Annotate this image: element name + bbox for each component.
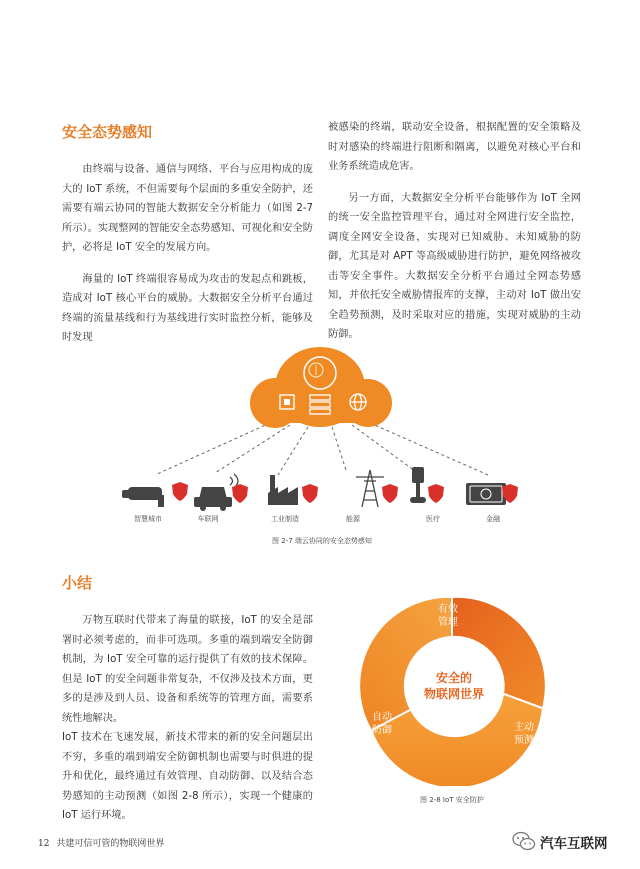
- medical-icon: [410, 467, 426, 503]
- section1-column-left: [62, 160, 313, 348]
- cloud-collaboration-diagram: [120, 335, 520, 535]
- center-line1: 安全的: [435, 671, 473, 685]
- pylon-icon: [356, 470, 384, 507]
- section1-column-right: [328, 118, 581, 345]
- cloud-icon: [250, 347, 392, 428]
- summary-paragraph-1: 万物互联时代带来了海量的联接，IoT 的安全是部署时必须考虑的，而非可选项。多重的端到端安全防御机制，为 IoT 安全可靠的运行提供了有效的技术保障。但是 IoT 的安全问题非常复杂，不仅涉及技术方面，更多的是涉及到人员、设备和系统等的管理方面，需要系统性地解决。: [62, 615, 313, 724]
- section1-paragraph-1: 由终端与设备、通信与网络、平台与应用构成的庞大的 IoT 系统，不但需要每个层面的多重安全防护，还需要有端云协同的智能大数据安全分析能力（如图 2-7 所示）。实现整网的智能安全态势感知、可视化和安全防护，必将是 IoT 安全的发展方向。: [62, 164, 313, 253]
- section1-paragraph-2: 海量的 IoT 终端很容易成为攻击的发起点和跳板，造成对 IoT 核心平台的威胁。大数据安全分析平台通过终端的流量基线和行为基线进行实时监控分析，能够及时发现: [62, 273, 313, 343]
- center-line2: 物联网世界: [423, 687, 485, 701]
- footer-title: 共建可信可管的物联网世界: [56, 839, 165, 849]
- figure-2-7: [120, 335, 520, 535]
- segment-defense-line1: 自动: [372, 712, 392, 723]
- dashed-connections: [155, 423, 488, 475]
- label-iov: 车联网: [197, 515, 219, 523]
- section-title-situational-awareness: 安全态势感知: [62, 123, 153, 141]
- segment-prediction-line1: 主动: [514, 722, 534, 733]
- section2-column: [62, 611, 313, 826]
- segment-management-line1: 有效: [438, 604, 458, 615]
- segment-defense-line2: 防御: [372, 725, 392, 736]
- camera-icon: [122, 487, 164, 507]
- label-smart-city: 智慧城市: [134, 515, 162, 523]
- page-number: 12: [38, 839, 50, 849]
- section-title-summary: 小结: [62, 574, 93, 592]
- figure-2-8: [352, 590, 562, 786]
- figure-2-7-caption: 图 2-7 端云协同的安全态势感知: [272, 537, 372, 545]
- watermark-text: 汽车互联网: [540, 836, 608, 852]
- section1-paragraph-4: 另一方面，大数据安全分析平台能够作为 IoT 全网的统一安全监控管理平台，通过对全网进行安全监控，调度全网安全设备，实现对已知威胁、未知威胁的防御，尤其是对 APT 等高级威胁进行防护，避免网络被攻击等安全事件。大数据安全分析平台通过全网态势感知，并依托安全威胁情报库的支撑，主动对 IoT 做出安全趋势预测，及时采取对应的措施，实现对威胁的主动防御。: [328, 192, 581, 340]
- segment-prediction-line2: 预测: [514, 735, 534, 746]
- watermark: [512, 831, 608, 853]
- footer: [38, 836, 164, 849]
- summary-paragraph-2: IoT 技术在飞速发展，新技术带来的新的安全问题层出不穷，多重的端到端安全防御机制也需要与时俱进的提升和优化，最终通过有效管理、自动防御、以及结合态势感知的主动预测（如图 2-8 所示），实现一个健康的 IoT 运行环境。: [62, 732, 313, 821]
- label-finance: 金融: [486, 515, 500, 523]
- car-icon: [194, 474, 238, 511]
- money-icon: [466, 483, 506, 505]
- label-industry: 工业制造: [271, 515, 299, 523]
- label-energy: 能源: [346, 515, 360, 523]
- label-medical: 医疗: [426, 515, 440, 523]
- figure-2-8-caption: 图 2-8 IoT 安全防护: [420, 796, 484, 804]
- segment-management-line2: 管理: [438, 617, 458, 628]
- security-cycle-diagram: [352, 590, 562, 786]
- factory-icon: [268, 475, 298, 505]
- wechat-icon: [512, 831, 536, 853]
- section1-paragraph-3: 被感染的终端，联动安全设备，根据配置的安全策略及时对感染的终端进行阻断和隔离，以避免对核心平台和业务系统造成危害。: [328, 122, 581, 172]
